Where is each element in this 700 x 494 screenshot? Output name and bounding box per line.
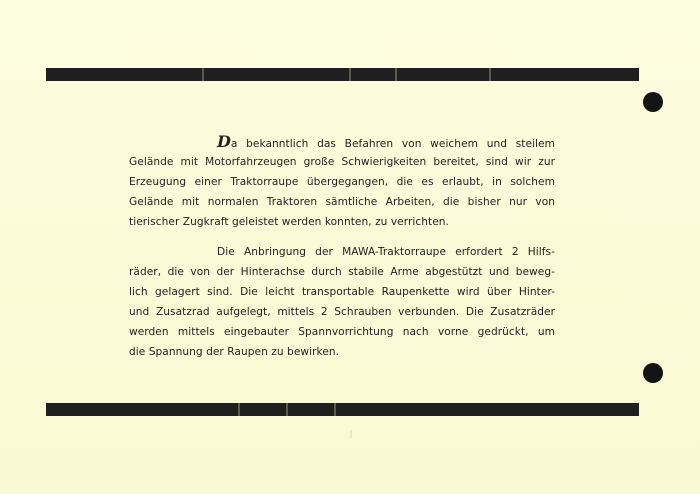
line-text: Die Anbringung der MAWA-Traktorraupe erfordert 2 Hilfs- (217, 246, 555, 258)
paragraph-mounting (129, 242, 555, 362)
fold-mark (350, 430, 352, 438)
bar-seam (202, 68, 204, 81)
paragraph-line: die Spannung der Raupen zu bewirken. (129, 346, 340, 358)
bar-seam (395, 68, 397, 81)
paragraph-line: Gelände mit normalen Traktoren sämtliche Arbeiten, die bisher nur von (129, 196, 555, 208)
paragraph-line (129, 132, 555, 152)
bar-seam (334, 403, 336, 416)
paragraph-line: lich gelagert sind. Die leicht transportable Raupenkette wird über Hinter- (129, 286, 555, 298)
paragraph-line: tierischer Zugkraft geleistet werden konnten, zu verrichten. (129, 216, 449, 228)
punch-hole-lower (643, 363, 663, 383)
paragraph-line: Erzeugung einer Traktorraupe übergegangen, die es erlaubt, in solchem (129, 176, 555, 188)
top-rule-bar (46, 68, 639, 81)
bar-seam (349, 68, 351, 81)
paragraph-line (129, 242, 555, 262)
line-text: a bekanntlich das Befahren von weichem und steilem (230, 138, 555, 150)
paragraph-line: Gelände mit Motorfahrzeugen große Schwierigkeiten bereitet, sind wir zur (129, 156, 555, 168)
drop-cap: D (217, 132, 230, 151)
paragraph-line: und Zusatzrad aufgelegt, mittels 2 Schrauben verbunden. Die Zusatzräder (129, 306, 555, 318)
punch-hole-upper (643, 92, 663, 112)
bar-seam (238, 403, 240, 416)
bar-seam (286, 403, 288, 416)
paragraph-intro (129, 132, 555, 232)
bottom-rule-bar (46, 403, 639, 416)
bar-seam (489, 68, 491, 81)
paragraph-line: werden mittels eingebauter Spannvorrichtung nach vorne gedrückt, um (129, 326, 555, 338)
paragraph-line: räder, die von der Hinterachse durch stabile Arme abgestützt und beweg- (129, 266, 555, 278)
